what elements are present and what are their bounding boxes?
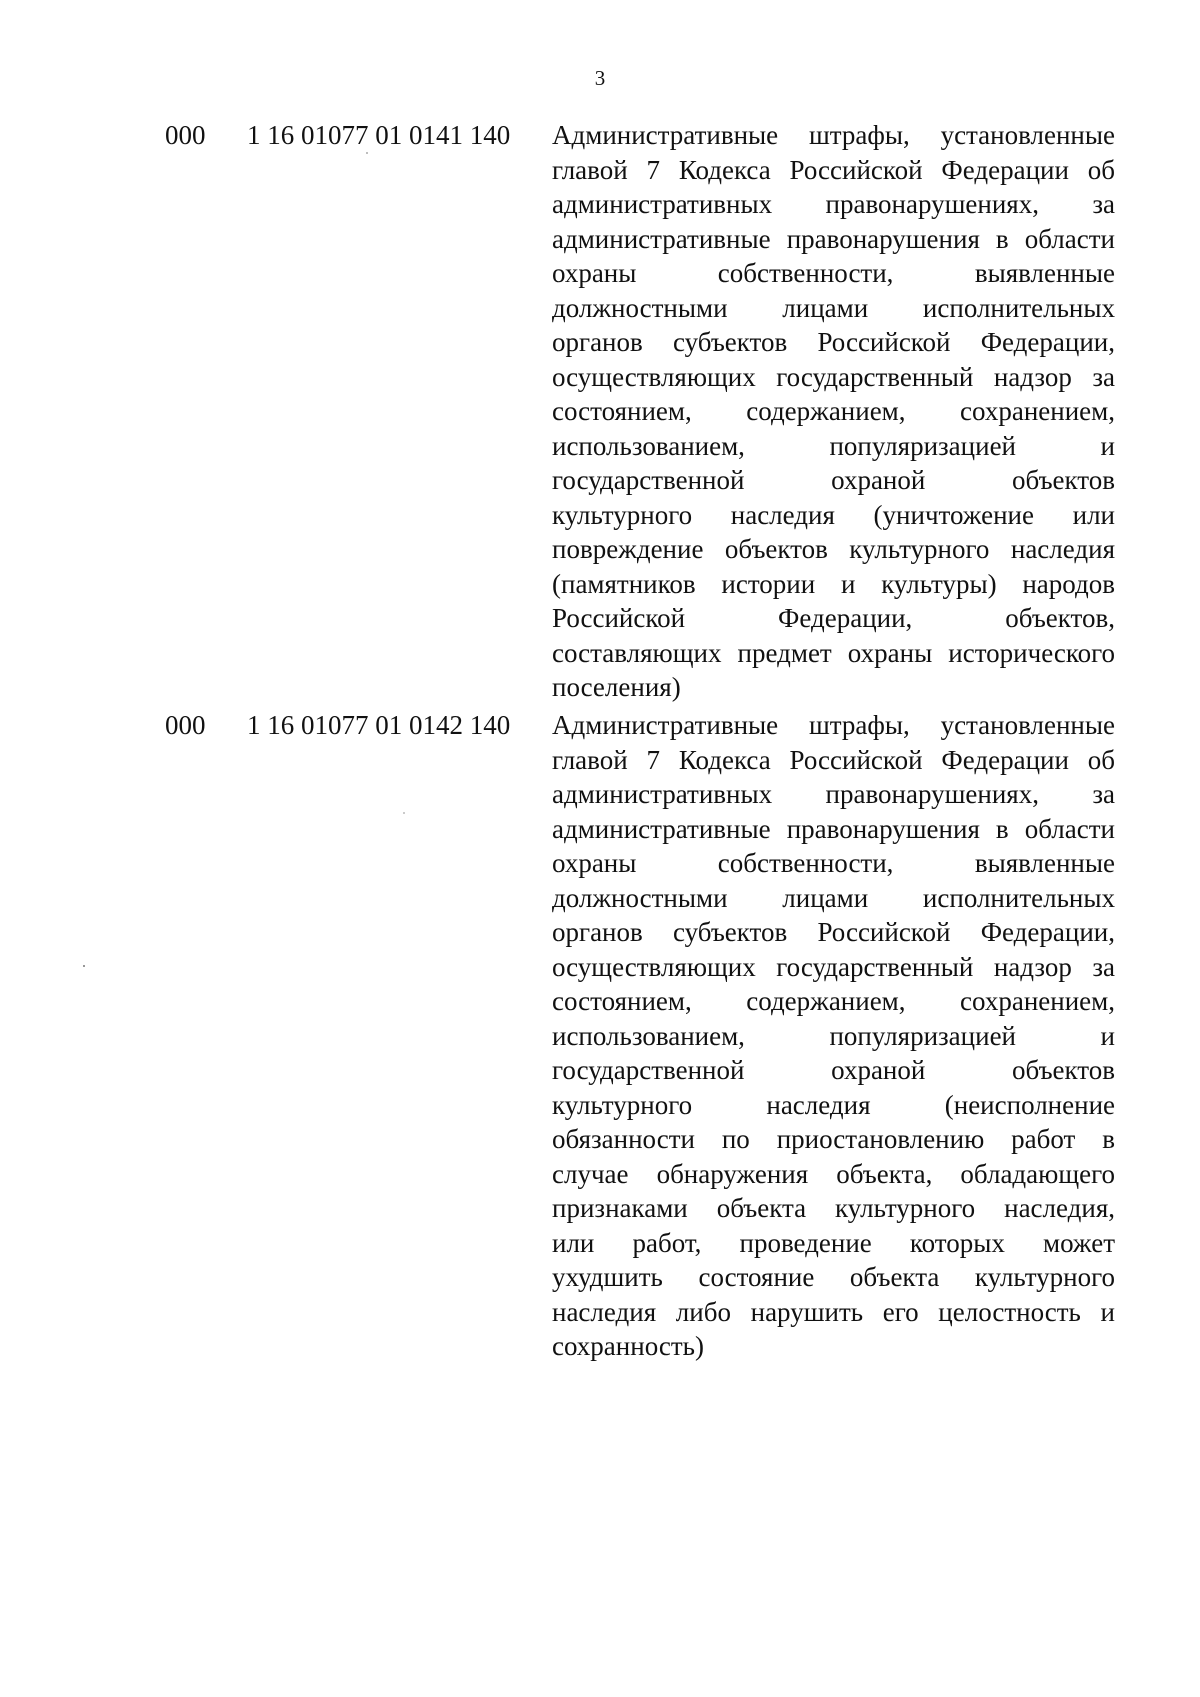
description-line: должностными лицами исполнительных xyxy=(552,882,1115,913)
description-line: охраны собственности, выявленные xyxy=(552,258,1115,288)
description-line: сохранность) xyxy=(552,1331,704,1361)
description-line: административные правонарушения в области xyxy=(552,223,1115,254)
description-line: Административные штрафы, установленные xyxy=(552,120,1115,150)
description-line: наследия либо нарушить его целостность и xyxy=(552,1296,1115,1327)
description-line: государственной охраной объектов xyxy=(552,1055,1115,1085)
description-line: охраны собственности, выявленные xyxy=(552,848,1115,878)
description-line: Административные штрафы, установленные xyxy=(552,710,1115,740)
scan-speck xyxy=(366,152,368,154)
description-line: случае обнаружения объекта, обладающего xyxy=(552,1158,1115,1189)
description-line: ухудшить состояние объекта культурного xyxy=(552,1262,1115,1292)
description-line: культурного наследия (уничтожение или xyxy=(552,499,1115,530)
description-line: административные правонарушения в области xyxy=(552,813,1115,844)
entry-description xyxy=(552,118,1115,705)
description-line: использованием, популяризацией и xyxy=(552,1020,1115,1051)
description-line: признаками объекта культурного наследия, xyxy=(552,1193,1115,1223)
description-line: осуществляющих государственный надзор за xyxy=(552,361,1115,392)
description-line: состоянием, содержанием, сохранением, xyxy=(552,396,1115,426)
scan-speck xyxy=(403,812,405,814)
description-line: главой 7 Кодекса Российской Федерации об xyxy=(552,744,1115,775)
description-line: состоянием, содержанием, сохранением, xyxy=(552,986,1115,1016)
kbk-code: 1 16 01077 01 0141 140 xyxy=(247,120,511,150)
description-line: культурного наследия (неисполнение xyxy=(552,1089,1115,1120)
description-line: или работ, проведение которых может xyxy=(552,1227,1115,1258)
description-line: поселения) xyxy=(552,672,681,702)
description-line: использованием, популяризацией и xyxy=(552,430,1115,461)
description-line: повреждение объектов культурного наследия xyxy=(552,534,1115,564)
kbk-code: 1 16 01077 01 0142 140 xyxy=(247,710,511,740)
description-line: государственной охраной объектов xyxy=(552,465,1115,495)
description-line: органов субъектов Российской Федерации, xyxy=(552,327,1115,357)
description-line: главой 7 Кодекса Российской Федерации об xyxy=(552,154,1115,185)
admin-code: 000 xyxy=(165,710,206,740)
scan-speck xyxy=(83,965,85,967)
description-line: Российской Федерации, объектов, xyxy=(552,603,1115,633)
description-line: органов субъектов Российской Федерации, xyxy=(552,917,1115,947)
entry-description xyxy=(552,708,1115,1364)
description-line: осуществляющих государственный надзор за xyxy=(552,951,1115,982)
page-number: 3 xyxy=(594,66,606,90)
description-line: административных правонарушениях, за xyxy=(552,779,1115,809)
description-line: (памятников истории и культуры) народов xyxy=(552,568,1115,599)
description-line: административных правонарушениях, за xyxy=(552,189,1115,219)
description-line: должностными лицами исполнительных xyxy=(552,292,1115,323)
description-line: составляющих предмет охраны исторического xyxy=(552,637,1115,668)
admin-code: 000 xyxy=(165,120,206,150)
description-line: обязанности по приостановлению работ в xyxy=(552,1124,1115,1154)
